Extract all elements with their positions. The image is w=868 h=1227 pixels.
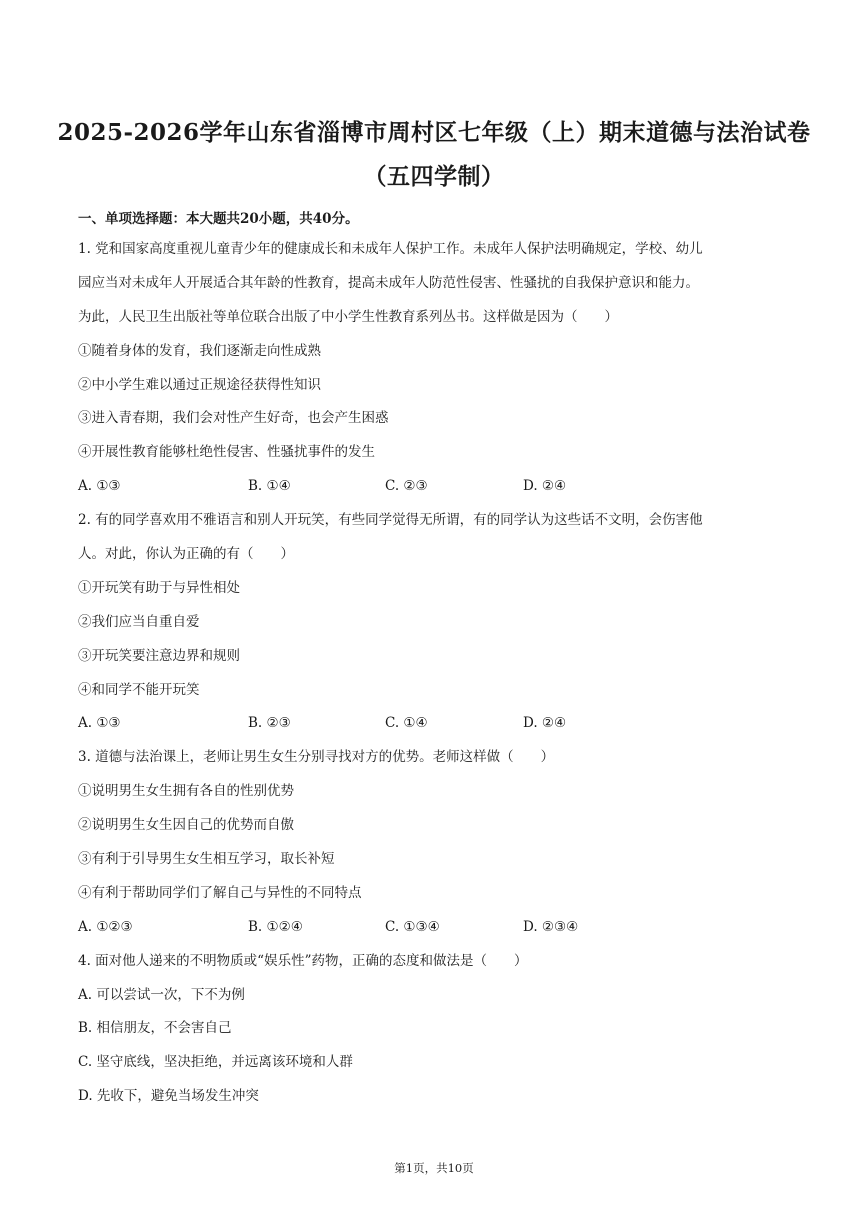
answer-option-b: B. ②③ [248,715,291,732]
section-heading: 一、单项选择题：本大题共20小题，共40分。 [78,211,359,227]
question-stem-line: 3. 道德与法治课上，老师让男生女生分别寻找对方的优势。老师这样做（ ） [78,749,555,766]
answer-option-c: C. ①③④ [385,918,440,935]
answer-option-d: D. ②③④ [523,918,579,935]
question-statement: ④有利于帮助同学们了解自己与异性的不同特点 [78,884,362,901]
question-stem-line: 2. 有的同学喜欢用不雅语言和别人开玩笑，有些同学觉得无所谓，有的同学认为这些话不文明，会伤害他 [78,512,703,529]
question-statement: ①开玩笑有助于与异性相处 [78,579,240,596]
answer-option-b: B. ①②④ [248,918,303,935]
exam-subtitle: （五四学制） [363,163,505,190]
question-statement: ①说明男生女生拥有各自的性别优势 [78,783,294,800]
question-4 [78,945,790,1114]
question-statement: ④开展性教育能够杜绝性侵害、性骚扰事件的发生 [78,444,375,461]
question-statement: A. 可以尝试一次，下不为例 [78,986,245,1003]
question-2 [78,504,790,741]
answer-option-d: D. ②④ [523,715,567,732]
question-statement: ④和同学不能开玩笑 [78,681,200,698]
answer-option-c: C. ①④ [385,715,428,732]
question-stem-line: 为此，人民卫生出版社等单位联合出版了中小学生性教育系列丛书。这样做是因为（ ） [78,308,618,325]
question-statement: D. 先收下，避免当场发生冲突 [78,1088,259,1105]
answer-option-a: A. ①②③ [78,918,133,935]
question-stem-line: 人。对此，你认为正确的有（ ） [78,546,294,563]
question-statement: ②中小学生难以通过正规途径获得性知识 [78,376,321,393]
question-statement: ③有利于引导男生女生相互学习，取长补短 [78,851,335,868]
question-1 [78,233,790,504]
answer-option-c: C. ②③ [385,478,428,495]
question-statement: ③开玩笑要注意边界和规则 [78,647,240,664]
question-stem-line: 1. 党和国家高度重视儿童青少年的健康成长和未成年人保护工作。未成年人保护法明确规定，学校、幼儿 [78,241,703,257]
answer-options [78,707,790,741]
question-statement: B. 相信朋友，不会害自己 [78,1020,232,1037]
question-3 [78,741,790,944]
question-statement: ①随着身体的发育，我们逐渐走向性成熟 [78,342,321,359]
question-statement: ②说明男生女生因自己的优势而自傲 [78,817,294,834]
question-statement: C. 坚守底线，坚决拒绝，并远离该环境和人群 [78,1054,353,1071]
answer-option-a: A. ①③ [78,478,121,495]
page-footer: 第1页，共10页 [394,1161,474,1175]
answer-options [78,470,790,504]
answer-option-d: D. ②④ [523,478,567,495]
exam-title: 2025-2026学年山东省淄博市周村区七年级（上）期末道德与法治试卷 [57,119,811,146]
question-list [78,233,790,1114]
answer-option-b: B. ①④ [248,478,291,495]
question-stem-line: 园应当对未成年人开展适合其年龄的性教育，提高未成年人防范性侵害、性骚扰的自我保护意识和能力。 [78,274,699,291]
question-statement: ②我们应当自重自爱 [78,613,200,630]
question-statement: ③进入青春期，我们会对性产生好奇，也会产生困惑 [78,410,389,427]
answer-options [78,911,790,945]
question-stem-line: 4. 面对他人递来的不明物质或“娱乐性”药物，正确的态度和做法是（ ） [78,952,528,969]
answer-option-a: A. ①③ [78,715,121,732]
